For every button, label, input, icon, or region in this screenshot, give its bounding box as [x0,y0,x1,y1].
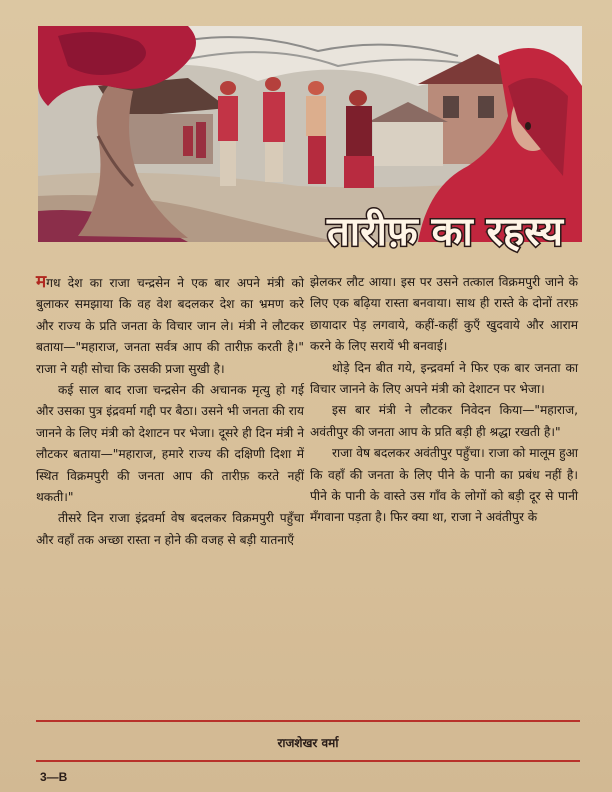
divider-top [36,720,580,722]
divider-bottom [36,760,580,762]
right-text-column [310,272,578,529]
paragraph: कई साल बाद राजा चन्द्रसेन की अचानक मृत्यु हो गई और उसका पुत्र इंद्रवर्मा गद्दी पर बैठा। उसने भी जनता की राय जानने के लिए मंत्री को देशाटन पर भेजा। दूसरे ही दिन मंत्री ने लौटकर बताया—"महाराज, हमारे राज्य की दक्षिणी दिशा में स्थित विक्रमपुरी की जनता आप की तारीफ़ करते नहीं थकती।" [36,383,304,505]
paragraph: तीसरे दिन राजा इंद्रवर्मा वेष बदलकर विक्रमपुरी पहुँचा और वहाँ तक अच्छा रास्ता न होने की वजह से बड़ी यातनाएँ [36,511,304,547]
dropcap: म [36,272,47,292]
paragraph: मगध देश का राजा चन्द्रसेन ने एक बार अपने मंत्री को बुलाकर समझाया कि वह वेश बदलकर देश का भ्रमण करे और राज्य के प्रति जनता के विचार जान ले। मंत्री ने लौटकर बताया—"महाराज, जनता सर्वत्र आप की तारीफ़ करती है।" राजा ने यही सोचा कि उसकी प्रजा सुखी है। [36,272,304,376]
page-number: 3—B [40,770,68,784]
paragraph: इस बार मंत्री ने लौटकर निवेदन किया—"महाराज, अवंतीपुर की जनता आप के प्रति बड़ी ही श्रद्धा रखती है।" [310,403,578,439]
story-title: तारीफ़ का रहस्य [326,209,563,255]
paragraph: थोड़े दिन बीत गये, इन्द्रवर्मा ने फिर एक बार जनता का विचार जानने के लिए अपने मंत्री को देशाटन पर भेजा। [310,360,578,397]
author-byline: राजशेखर वर्मा [277,736,339,750]
left-text-column [36,272,304,551]
paragraph: राजा वेष बदलकर अवंतीपुर पहुँचा। राजा को मालूम हुआ कि वहाँ की जनता के लिए पीने के पानी का प्रबंध नहीं है। पीने के पानी के वास्ते उस गाँव के लोगों को बड़ी दूर से पानी मँगवाना पड़ता है। फिर क्या था, राजा ने अवंतीपुर के [310,446,578,525]
paragraph: झेलकर लौट आया। इस पर उसने तत्काल विक्रमपुरी जाने के लिए एक बढ़िया रास्ता बनवाया। साथ ही रास्ते के दोनों तरफ़ छायादार पेड़ लगवाये, कहीं-कहीं कुएँ खुदवाये और आराम करने के लिए सरायें भी बनवाई। [310,275,578,354]
